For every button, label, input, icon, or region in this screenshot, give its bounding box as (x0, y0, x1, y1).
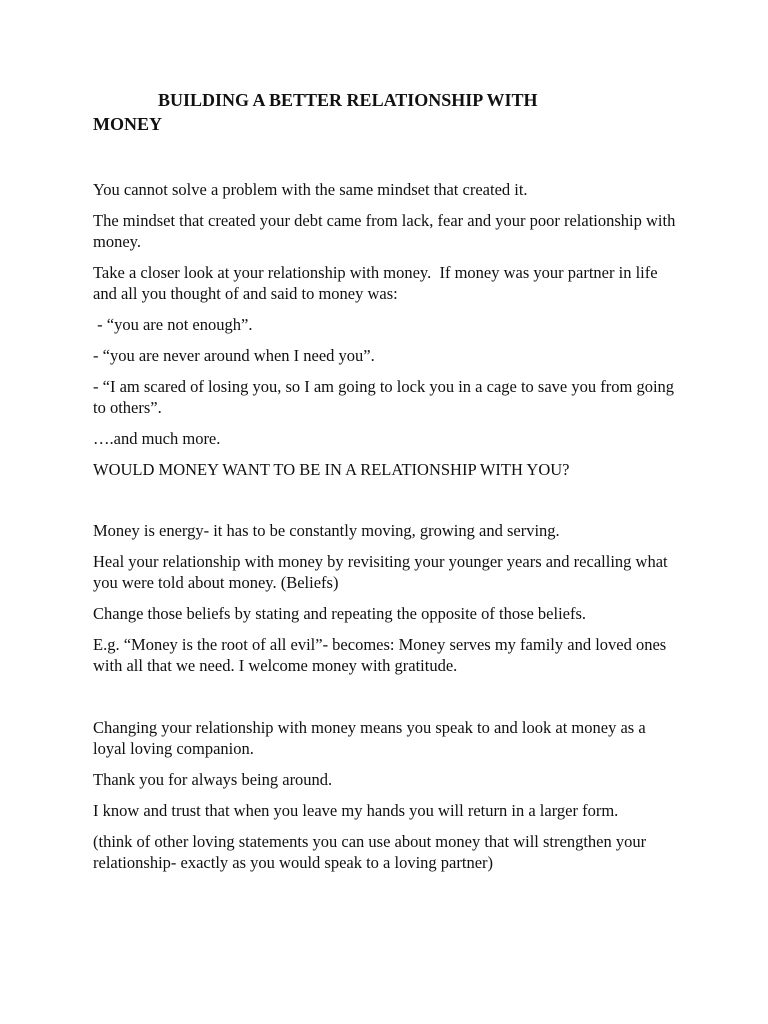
title-line-2: MONEY (93, 114, 162, 134)
paragraph-1: You cannot solve a problem with the same mindset that created it. (93, 180, 528, 199)
paragraph-heal: Heal your relationship with money by revisiting your younger years and recalling what you were told about money. (Beliefs) (93, 552, 672, 592)
document-title (93, 88, 653, 136)
paragraph-more: ….and much more. (93, 429, 221, 448)
paragraph-think: (think of other loving statements you can use about money that will strengthen your relationship- exactly as you would speak to a loving partner) (93, 832, 651, 872)
paragraph-companion: Changing your relationship with money means you speak to and look at money as a loyal loving companion. (93, 718, 650, 758)
paragraph-thank-you: Thank you for always being around. (93, 770, 333, 789)
title-line-1: BUILDING A BETTER RELATIONSHIP WITH (158, 90, 538, 110)
paragraph-3: Take a closer look at your relationship with money. If money was your partner in life and all you thought of and said to money was: (93, 263, 662, 303)
paragraph-change: Change those beliefs by stating and repeating the opposite of those beliefs. (93, 604, 587, 623)
paragraph-2: The mindset that created your debt came from lack, fear and your poor relationship with money. (93, 211, 680, 251)
list-item-1: - “you are not enough”. (93, 315, 253, 334)
paragraph-energy: Money is energy- it has to be constantly moving, growing and serving. (93, 521, 560, 540)
paragraph-example: E.g. “Money is the root of all evil”- becomes: Money serves my family and loved ones with all that we need. I welcome money with gratitude. (93, 635, 671, 675)
question-heading: WOULD MONEY WANT TO BE IN A RELATIONSHIP WITH YOU? (93, 460, 570, 479)
list-item-2: - “you are never around when I need you”. (93, 346, 375, 365)
list-item-3: - “I am scared of losing you, so I am going to lock you in a cage to save you from going to others”. (93, 377, 679, 417)
paragraph-trust: I know and trust that when you leave my hands you will return in a larger form. (93, 801, 619, 820)
